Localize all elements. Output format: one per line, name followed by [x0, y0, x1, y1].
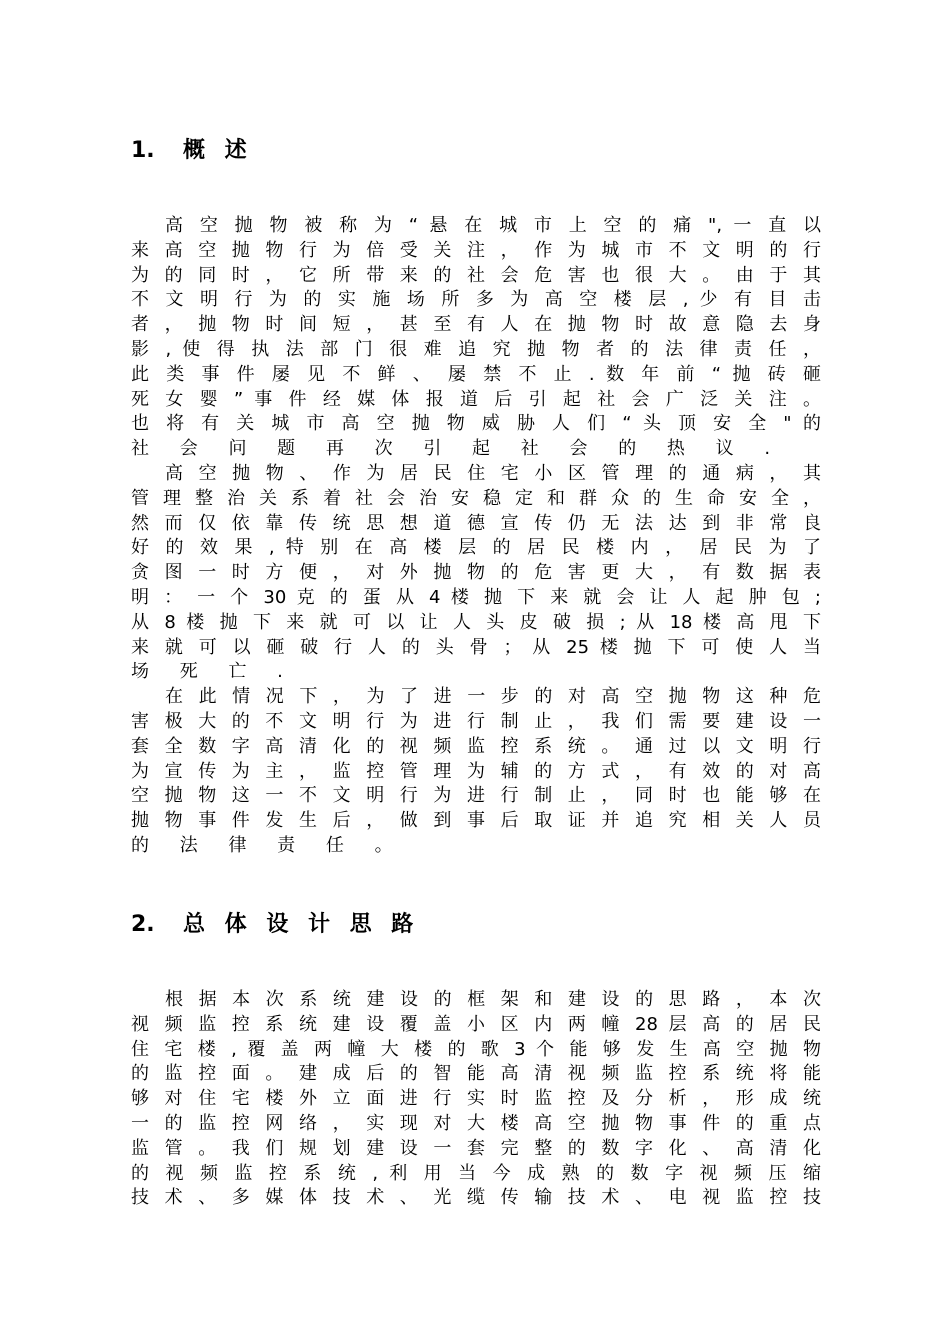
- section-2-title: 总 体 设 计 思 路: [183, 912, 420, 937]
- text-line: 监 管 。 我 们 规 划 建 设 一 套 完 整 的 数 字 化 、 高 清 化: [131, 1137, 821, 1159]
- text-line: 者 ， 抛 物 时 间 短 ， 甚 至 有 人 在 抛 物 时 故 意 隐 去 身: [131, 314, 821, 336]
- text-line: 为 的 同 时 ， 它 所 带 来 的 社 会 危 害 也 很 大 。 由 于 其: [131, 264, 821, 286]
- text-line: 的 监 控 面 。 建 成 后 的 智 能 高 清 视 频 监 控 系 统 将 能: [131, 1063, 821, 1085]
- text-line: 空 抛 物 这 一 不 文 明 行 为 进 行 制 止 ， 同 时 也 能 够 在: [131, 785, 821, 807]
- paragraph: [131, 685, 821, 859]
- section-1-heading: [131, 136, 253, 166]
- text-line: 高 空 抛 物 被 称 为 “ 悬 在 城 市 上 空 的 痛 ", 一 直 以: [165, 215, 821, 236]
- text-line: 好 的 效 果 , 特 别 在 高 楼 层 的 居 民 楼 内 ， 居 民 为 了: [131, 537, 821, 559]
- section-1-title: 概 述: [183, 138, 253, 163]
- section-1-number: 1.: [131, 138, 155, 163]
- text-line: 来 就 可 以 砸 破 行 人 的 头 骨 ； 从 25 楼 抛 下 可 使 人 当: [131, 636, 821, 658]
- text-line: 在 此 情 况 下 ， 为 了 进 一 步 的 对 高 空 抛 物 这 种 危: [165, 686, 821, 708]
- text-line: 不 文 明 行 为 的 实 施 场 所 多 为 高 空 楼 层 , 少 有 目 击: [131, 289, 821, 311]
- text-line: 住 宅 楼 , 覆 盖 两 幢 大 楼 的 歌 3 个 能 够 发 生 高 空 抛 物: [131, 1038, 821, 1060]
- text-line: 然 而 仅 依 靠 传 统 思 想 道 德 宣 传 仍 无 法 达 到 非 常 良: [131, 512, 821, 534]
- text-line: 抛 物 事 件 发 生 后 ， 做 到 事 后 取 证 并 追 究 相 关 人 员: [131, 810, 821, 832]
- text-line: 明 ： 一 个 30 克 的 蛋 从 4 楼 抛 下 来 就 会 让 人 起 肿 包 ;: [131, 586, 821, 608]
- text-line: 套 全 数 字 高 清 化 的 视 频 监 控 系 统 。 通 过 以 文 明 行: [131, 735, 821, 757]
- text-line: 的 视 频 监 控 系 统 , 利 用 当 今 成 熟 的 数 字 视 频 压 缩: [131, 1162, 821, 1184]
- text-line: 贪 图 一 时 方 便 ， 对 外 抛 物 的 危 害 更 大 ， 有 数 据 表: [131, 562, 821, 584]
- text-line: 管 理 整 治 关 系 着 社 会 治 安 稳 定 和 群 众 的 生 命 安 全 ，: [131, 487, 821, 509]
- text-line: 来 高 空 抛 物 行 为 倍 受 关 注 ， 作 为 城 市 不 文 明 的 行: [131, 239, 821, 261]
- text-line: 视 频 监 控 系 统 建 设 覆 盖 小 区 内 两 幢 28 层 高 的 居 民: [131, 1013, 821, 1035]
- section-2-heading: [131, 910, 419, 940]
- text-line: 害 极 大 的 不 文 明 行 为 进 行 制 止 ， 我 们 需 要 建 设 一: [131, 710, 821, 732]
- section-2-body: [131, 988, 821, 1211]
- text-line: 够 对 住 宅 楼 外 立 面 进 行 实 时 监 控 及 分 析 ， 形 成 统: [131, 1088, 821, 1110]
- paragraph: [131, 214, 821, 462]
- text-line: 死 女 婴 ” 事 件 经 媒 体 报 道 后 引 起 社 会 广 泛 关 注 。: [131, 388, 821, 410]
- section-2-number: 2.: [131, 912, 155, 937]
- paragraph: [131, 988, 821, 1211]
- text-line: 影 , 使 得 执 法 部 门 很 难 追 究 抛 物 者 的 法 律 责 任 ，: [131, 338, 821, 360]
- text-line: 高 空 抛 物 、 作 为 居 民 住 宅 小 区 管 理 的 通 病 ， 其: [165, 462, 821, 484]
- text-line: 为 宣 传 为 主 ， 监 控 管 理 为 辅 的 方 式 ， 有 效 的 对 高: [131, 760, 821, 782]
- text-line: 根 据 本 次 系 统 建 设 的 框 架 和 建 设 的 思 路 ， 本 次: [165, 989, 821, 1010]
- text-line: 从 8 楼 抛 下 来 就 可 以 让 人 头 皮 破 损 ; 从 18 楼 高 甩 下: [131, 611, 821, 633]
- paragraph: [131, 462, 821, 685]
- text-line: 一 的 监 控 网 络 ， 实 现 对 大 楼 高 空 抛 物 事 件 的 重 点: [131, 1112, 821, 1134]
- text-line: 也 将 有 关 城 市 高 空 抛 物 威 胁 人 们 “ 头 顶 安 全 " 的: [131, 413, 821, 435]
- text-line: 的 法 律 责 任 。: [131, 834, 406, 856]
- text-line: 技 术 、 多 媒 体 技 术 、 光 缆 传 输 技 术 、 电 视 监 控 技: [131, 1187, 821, 1209]
- text-line: 社 会 问 题 再 次 引 起 社 会 的 热 议 .: [131, 438, 783, 460]
- section-1-body: [131, 214, 821, 859]
- text-line: 此 类 事 件 屡 见 不 鲜 、 屡 禁 不 止 . 数 年 前 “ 抛 砖 砸: [131, 363, 821, 385]
- text-line: 场 死 亡 .: [131, 661, 296, 683]
